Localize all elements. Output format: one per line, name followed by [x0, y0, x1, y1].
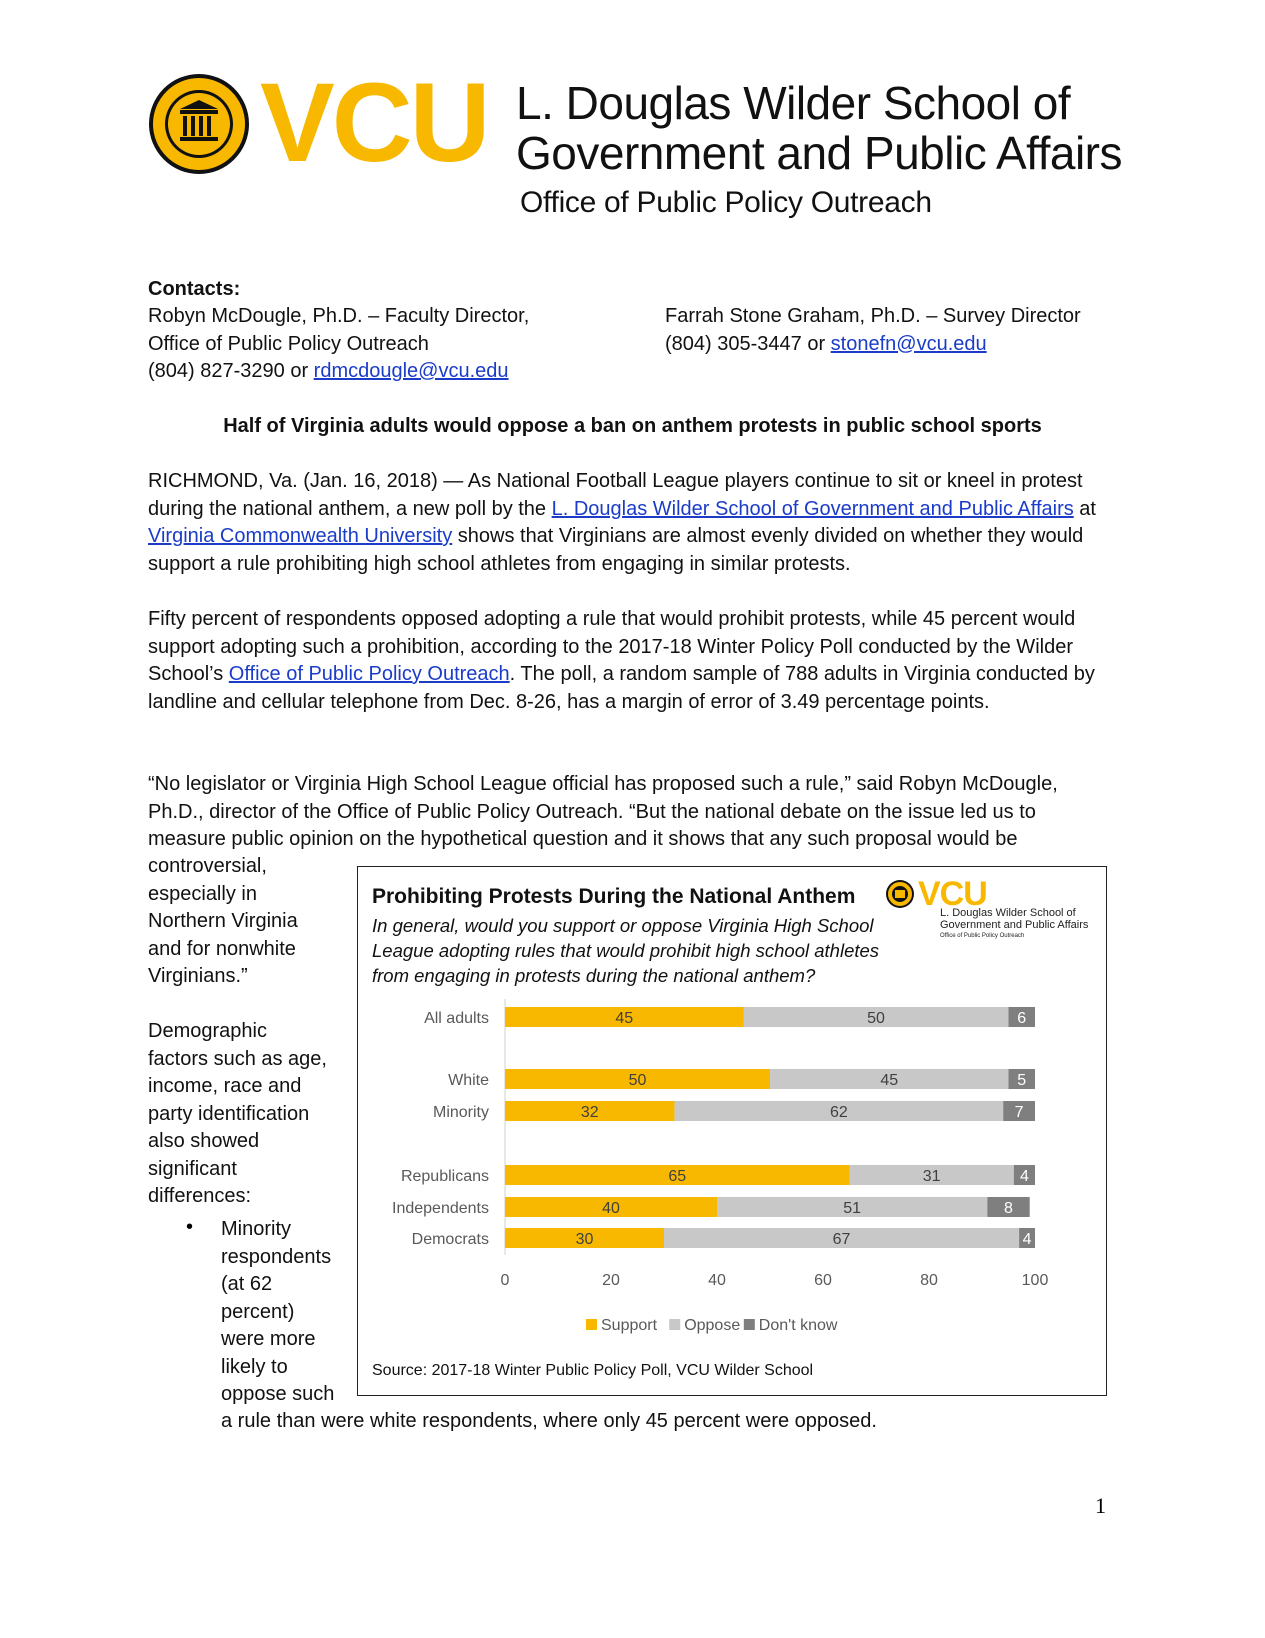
data-label: 31 — [922, 1168, 941, 1185]
x-tick-label: 60 — [814, 1272, 832, 1289]
quote-end-line: especially in — [148, 882, 257, 905]
bullet-line: were more — [221, 1328, 316, 1350]
bullet-point: • — [186, 1216, 194, 1238]
legend-label: Oppose — [684, 1317, 741, 1334]
demographics-line: differences: — [148, 1185, 252, 1207]
chart-box — [357, 866, 1107, 1396]
legend-swatch — [669, 1319, 680, 1330]
para1-text1: RICHMOND, Va. (Jan. 16, 2018) — As National Football League players continue to sit or kneel in protest during the national anthem, a new poll by the — [148, 470, 1083, 520]
category-label: Independents — [392, 1200, 489, 1217]
legend-label: Don't know — [758, 1317, 838, 1334]
contact-right — [665, 303, 1081, 358]
vcu-logo: VCU — [260, 60, 488, 185]
data-label: 30 — [575, 1231, 594, 1248]
para1-text2: at — [1073, 497, 1096, 520]
category-label: White — [448, 1072, 489, 1089]
data-label: 50 — [628, 1072, 647, 1089]
chart-logo-vcu: VCU — [918, 875, 987, 913]
legend-label: Support — [601, 1317, 658, 1334]
demographics-line: also showed — [148, 1130, 260, 1152]
data-label: 40 — [602, 1200, 620, 1217]
school-name-line2: Government and Public Affairs — [516, 127, 1122, 179]
contacts-label: Contacts: — [148, 278, 241, 300]
page-number: 1 — [1095, 1493, 1106, 1518]
legend-swatch — [586, 1319, 597, 1330]
contact-right-email-link[interactable]: stonefn@vcu.edu — [830, 332, 987, 355]
bullet-line: percent) — [221, 1300, 295, 1323]
data-label: 51 — [843, 1200, 862, 1217]
data-label: 50 — [867, 1010, 885, 1027]
data-label: 4 — [1022, 1231, 1032, 1248]
contact-right-phone: (804) 305-3447 or — [665, 332, 831, 355]
quote-end-line: Northern Virginia — [148, 910, 298, 932]
legend-swatch — [744, 1319, 755, 1330]
demographics-line: income, race and — [148, 1075, 302, 1097]
chart-logo-school: L. Douglas Wilder School of Government and Public Affairs — [940, 907, 1089, 931]
data-label: 62 — [830, 1104, 848, 1121]
demographics-line: party identification — [148, 1102, 310, 1125]
contact-left — [148, 303, 529, 386]
data-label: 67 — [832, 1231, 851, 1248]
para1-text3: shows that Virginians are almost evenly divided on whether they would support a rule prohibiting high school athletes from engaging in similar protests. — [148, 525, 1084, 575]
x-tick-label: 80 — [920, 1272, 938, 1289]
contact-left-phone: (804) 827-3290 or — [148, 360, 314, 382]
paragraph-2 — [148, 606, 1118, 716]
para2-text2: . The poll, a random sample of 788 adults in Virginia conducted by landline and cellular telephone from Dec. 8-26, has a margin of error of 3.49 percentage points. — [148, 663, 1095, 713]
bullet-continuation: a rule than were white respondents, where only 45 percent were opposed. — [221, 1410, 877, 1432]
quote-end-line: Virginians.” — [148, 965, 248, 987]
data-label: 32 — [580, 1104, 599, 1121]
x-tick-label: 20 — [602, 1272, 620, 1289]
data-label: 45 — [880, 1072, 899, 1089]
contact-left-phone-line — [148, 358, 529, 386]
office-name: Office of Public Policy Outreach — [520, 186, 932, 219]
school-name-line1: L. Douglas Wilder School of — [516, 77, 1071, 129]
chart-title: Prohibiting Protests During the National Anthem — [372, 885, 856, 908]
university-seal — [147, 72, 251, 176]
para2-text1: Fifty percent of respondents opposed adopting a rule that would prohibit protests, while 45 percent would support adopting such a prohibition, according to the 2017-18 Winter Policy Poll conducted by the Wilder School’s — [148, 608, 1076, 685]
quote-end-line: controversial, — [148, 855, 267, 877]
bullet-line: (at 62 — [221, 1273, 273, 1295]
bullet-line: respondents — [221, 1245, 332, 1268]
data-label: 8 — [1004, 1200, 1013, 1217]
chart-source: Source: 2017-18 Winter Public Policy Poll, VCU Wilder School — [372, 1362, 814, 1379]
data-label: 7 — [1014, 1104, 1024, 1121]
paragraph-1 — [148, 468, 1118, 578]
data-label: 6 — [1017, 1010, 1027, 1027]
category-label: Minority — [432, 1104, 489, 1121]
demographics-line: factors such as age, — [148, 1047, 327, 1070]
data-label: 4 — [1019, 1168, 1029, 1185]
data-label: 5 — [1017, 1072, 1027, 1089]
demographics-line: Demographic — [148, 1020, 267, 1042]
x-tick-label: 100 — [1021, 1272, 1049, 1289]
contact-left-line1: Robyn McDougle, Ph.D. – Faculty Director, — [148, 305, 530, 327]
bullet-line: Minority — [221, 1218, 292, 1240]
x-tick-label: 40 — [708, 1272, 726, 1289]
side-column — [148, 853, 348, 1211]
chart-logo-office: Office of Public Policy Outreach — [940, 933, 1025, 939]
school-name — [516, 78, 1122, 178]
contact-right-line1: Farrah Stone Graham, Ph.D. – Survey Director — [665, 305, 1081, 327]
data-label: 45 — [615, 1010, 634, 1027]
contact-right-phone-line — [665, 331, 1081, 359]
stacked-bar-chart — [358, 867, 1106, 1395]
vcu-link[interactable]: Virginia Commonwealth University — [148, 525, 453, 547]
data-label: 65 — [668, 1168, 687, 1185]
category-label: All adults — [424, 1010, 489, 1027]
chart-subtitle: In general, would you support or oppose Virginia High School League adopting rules that would prohibit high school athletes from engaging in protests during the national anthem? — [372, 915, 880, 986]
contact-left-email-link[interactable]: rdmcdougle@vcu.edu — [313, 360, 509, 382]
category-label: Republicans — [400, 1168, 489, 1185]
outreach-office-link[interactable]: Office of Public Policy Outreach — [228, 663, 510, 685]
bullet-text — [221, 1216, 351, 1409]
bullet-line: likely to — [221, 1355, 288, 1378]
demographics-line: significant — [148, 1157, 237, 1180]
wilder-school-link[interactable]: L. Douglas Wilder School of Government and Public Affairs — [551, 497, 1074, 520]
category-label: Democrats — [411, 1231, 489, 1248]
headline: Half of Virginia adults would oppose a ban on anthem protests in public school sports — [223, 415, 1042, 437]
contact-left-line2: Office of Public Policy Outreach — [148, 332, 429, 355]
bullet-line: oppose such — [221, 1383, 335, 1405]
x-tick-label: 0 — [500, 1272, 510, 1289]
quote-end-line: and for nonwhite — [148, 937, 296, 960]
paragraph-3: “No legislator or Virginia High School League official has proposed such a rule,” said Robyn McDougle, Ph.D., director of the Office of Public Policy Outreach. “But the national debate on the issue led us to measure public opinion on the hypothetical question and it shows that any such proposal would be — [148, 773, 1058, 850]
